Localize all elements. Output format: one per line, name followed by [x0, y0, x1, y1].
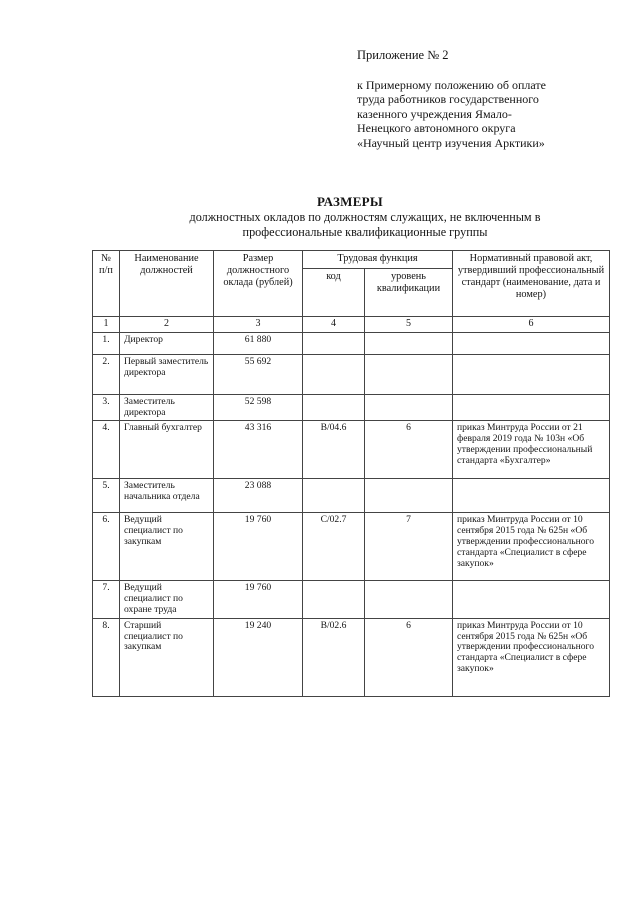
row-salary: 19 240 — [214, 618, 303, 696]
row-position: Заместитель директора — [120, 394, 214, 421]
table-row — [93, 479, 610, 513]
row-act: приказ Минтруда России от 10 сентября 2015 года № 625н «Об утверждении профессионального стандарта «Специалист в сфере закупок» — [453, 618, 610, 696]
row-act: приказ Минтруда России от 21 февраля 2019 года № 103н «Об утверждении профессиональный стандарта «Бухгалтер» — [453, 421, 610, 479]
column-number: 5 — [365, 317, 453, 333]
subtitle-line: профессиональные квалификационные группы — [242, 224, 488, 239]
column-number: 6 — [453, 317, 610, 333]
appendix-number: Приложение № 2 — [357, 48, 449, 62]
appendix-line: казенного учреждения Ямало- — [357, 106, 512, 121]
row-position: Директор — [120, 332, 214, 354]
document-title: РАЗМЕРЫ — [317, 194, 383, 209]
appendix-line: «Научный центр изучения Арктики» — [357, 135, 545, 150]
row-position: Ведущий специалист по закупкам — [120, 513, 214, 581]
row-code — [303, 479, 365, 513]
table-row — [93, 354, 610, 394]
row-position: Главный бухгалтер — [120, 421, 214, 479]
row-salary: 61 880 — [214, 332, 303, 354]
row-num: 4. — [93, 421, 120, 479]
header-position: Наименование должностей — [120, 251, 214, 317]
row-salary: 19 760 — [214, 513, 303, 581]
row-level — [365, 332, 453, 354]
row-level: 6 — [365, 618, 453, 696]
row-code — [303, 354, 365, 394]
column-number: 4 — [303, 317, 365, 333]
row-position: Заместитель начальника отдела — [120, 479, 214, 513]
row-salary: 55 692 — [214, 354, 303, 394]
row-code: В/04.6 — [303, 421, 365, 479]
row-salary: 43 316 — [214, 421, 303, 479]
row-num: 7. — [93, 581, 120, 618]
row-num: 2. — [93, 354, 120, 394]
table-row — [93, 618, 610, 696]
table-row — [93, 394, 610, 421]
table-row — [93, 332, 610, 354]
column-number: 1 — [93, 317, 120, 333]
row-level — [365, 581, 453, 618]
row-level — [365, 354, 453, 394]
row-level: 6 — [365, 421, 453, 479]
header-salary: Размер должностного оклада (рублей) — [214, 251, 303, 317]
row-num: 8. — [93, 618, 120, 696]
row-code: С/02.7 — [303, 513, 365, 581]
table-row — [93, 421, 610, 479]
header-level: уровень квалификации — [365, 269, 453, 317]
header-code: код — [303, 269, 365, 317]
row-position: Ведущий специалист по охране труда — [120, 581, 214, 618]
row-position: Первый заместитель директора — [120, 354, 214, 394]
column-number: 2 — [120, 317, 214, 333]
appendix-line: труда работников государственного — [357, 92, 539, 106]
row-act — [453, 332, 610, 354]
row-act — [453, 581, 610, 618]
row-act — [453, 354, 610, 394]
row-act — [453, 394, 610, 421]
subtitle-line: должностных окладов по должностям служащих, не включенным в — [189, 210, 541, 224]
row-num: 3. — [93, 394, 120, 421]
row-num: 1. — [93, 332, 120, 354]
table-row — [93, 513, 610, 581]
row-salary: 23 088 — [214, 479, 303, 513]
row-code: В/02.6 — [303, 618, 365, 696]
row-level — [365, 394, 453, 421]
row-code — [303, 394, 365, 421]
column-number: 3 — [214, 317, 303, 333]
row-num: 5. — [93, 479, 120, 513]
row-act — [453, 479, 610, 513]
row-code — [303, 332, 365, 354]
row-salary: 52 598 — [214, 394, 303, 421]
row-level — [365, 479, 453, 513]
row-act: приказ Минтруда России от 10 сентября 2015 года № 625н «Об утверждении профессионального стандарта «Специалист в сфере закупок» — [453, 513, 610, 581]
header-labor-function: Трудовая функция — [303, 251, 453, 269]
appendix-line: к Примерному положению об оплате — [357, 77, 546, 92]
row-num: 6. — [93, 513, 120, 581]
header-act: Нормативный правовой акт, утвердивший профессиональный стандарт (наименование, дата и номер) — [453, 251, 610, 317]
appendix-block — [357, 48, 607, 150]
row-salary: 19 760 — [214, 581, 303, 618]
salary-table — [92, 250, 610, 697]
header-num: № п/п — [93, 251, 120, 317]
table-row — [93, 581, 610, 618]
row-position: Старший специалист по закупкам — [120, 618, 214, 696]
row-level: 7 — [365, 513, 453, 581]
appendix-line: Ненецкого автономного округа — [357, 121, 516, 135]
row-code — [303, 581, 365, 618]
document-subtitle — [140, 210, 590, 239]
